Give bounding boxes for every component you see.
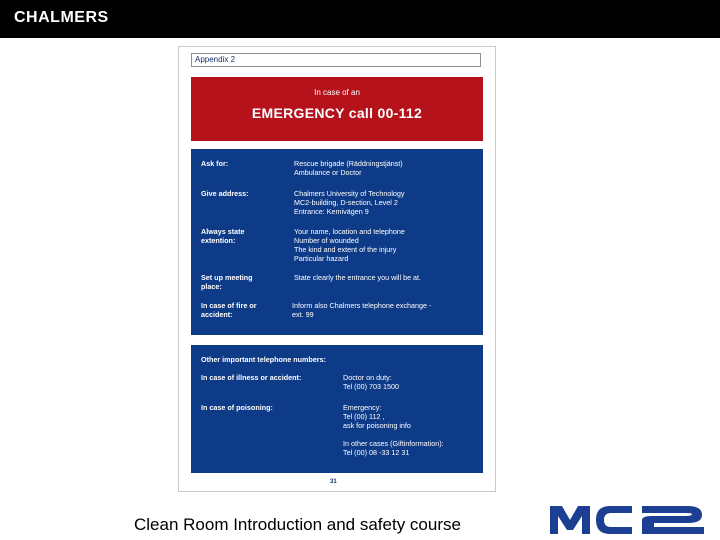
emergency-number: EMERGENCY call 00-112 xyxy=(251,105,423,121)
row-value: Chalmers University of Technology MC2-building, D-section, Level 2 Entrance: Kemivägen 9 xyxy=(294,189,405,216)
top-bar xyxy=(0,0,720,38)
appendix-label: Appendix 2 xyxy=(191,53,481,67)
mc2-logo xyxy=(548,502,710,536)
item-label: In case of illness or accident: xyxy=(201,373,302,382)
emergency-banner xyxy=(191,77,483,141)
instructions-box xyxy=(191,149,483,335)
item-label: In case of poisoning: xyxy=(201,403,273,412)
other-numbers-box xyxy=(191,345,483,473)
other-heading: Other important telephone numbers: xyxy=(201,355,326,364)
item-value: Emergency: Tel (00) 112 , ask for poisoning info xyxy=(343,403,411,430)
row-value: Inform also Chalmers telephone exchange - ext. 99 xyxy=(292,301,432,319)
row-label: Always state extention: xyxy=(201,227,245,245)
row-value: Rescue brigade (Räddningstjänst) Ambulance or Doctor xyxy=(294,159,403,177)
row-value: Your name, location and telephone Number of wounded The kind and extent of the injury Particular hazard xyxy=(294,227,405,263)
item-value: Doctor on duty: Tel (00) 703 1500 xyxy=(343,373,399,391)
document-page xyxy=(178,46,496,492)
footer-title: Clean Room Introduction and safety course xyxy=(134,515,461,534)
row-value: State clearly the entrance you will be at. xyxy=(294,273,422,282)
row-label: Ask for: xyxy=(201,159,229,168)
row-label: Set up meeting place: xyxy=(201,273,253,291)
row-label: In case of fire or accident: xyxy=(201,301,257,319)
chalmers-logo: CHALMERS xyxy=(14,9,109,26)
row-label: Give address: xyxy=(201,189,249,198)
item-value: In other cases (Giftinformation): Tel (00) 08 -33 12 31 xyxy=(343,439,444,457)
page-number: 31 xyxy=(330,479,337,485)
emergency-intro: In case of an xyxy=(314,88,360,97)
